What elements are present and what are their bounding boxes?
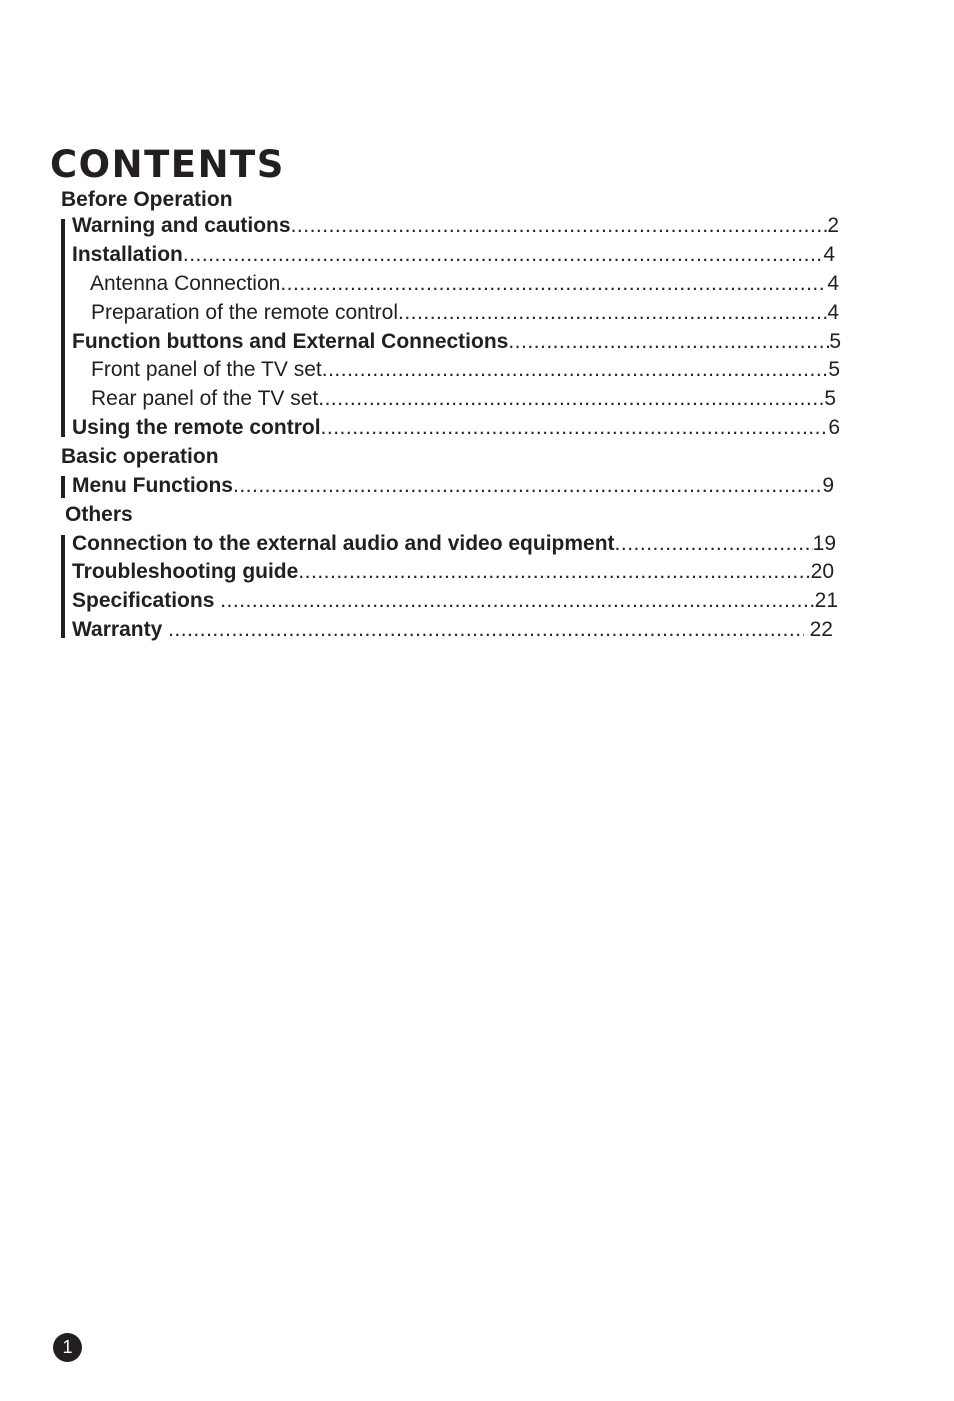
dot-leader xyxy=(220,587,814,615)
dot-leader xyxy=(280,270,827,298)
toc-entry-warranty[interactable] xyxy=(72,616,833,644)
toc-entry-page: 4 xyxy=(827,272,839,295)
dot-leader xyxy=(183,241,823,269)
toc-entry-label: Warning and cautions xyxy=(72,214,291,237)
dot-leader xyxy=(398,299,827,327)
dot-leader xyxy=(318,385,824,413)
toc-entry-label: Warranty xyxy=(72,618,169,641)
section-before-operation: Before Operation xyxy=(61,188,233,211)
section-others: Others xyxy=(65,503,133,526)
toc-entry-page: 4 xyxy=(827,301,839,324)
toc-entry-label: Front panel of the TV set xyxy=(91,358,322,381)
toc-entry-function-buttons[interactable] xyxy=(72,328,841,356)
toc-entry-antenna[interactable] xyxy=(90,270,839,298)
toc-entry-label: Antenna Connection xyxy=(90,272,281,295)
toc-entry-label: Function buttons and External Connections xyxy=(72,330,509,353)
toc-entry-label: Connection to the external audio and video equipment xyxy=(72,532,615,555)
section-bar-before-operation xyxy=(61,219,65,437)
toc-entry-rear-panel[interactable] xyxy=(91,385,836,413)
toc-entry-label: Rear panel of the TV set xyxy=(91,387,319,410)
toc-entry-page: 4 xyxy=(823,243,835,266)
toc-entry-specifications[interactable] xyxy=(72,587,838,615)
toc-entry-label: Menu Functions xyxy=(72,474,233,497)
toc-entry-label: Specifications xyxy=(72,589,221,612)
toc-entry-page: 19 xyxy=(812,532,836,555)
toc-entry-label: Preparation of the remote control xyxy=(91,301,399,324)
dot-leader xyxy=(508,328,829,356)
toc-entry-page: 20 xyxy=(810,560,834,583)
toc-entry-label: Using the remote control xyxy=(72,416,321,439)
toc-entry-page: 9 xyxy=(822,474,834,497)
page-number-badge: 1 xyxy=(53,1333,82,1362)
toc-entry-troubleshooting[interactable] xyxy=(72,558,834,586)
dot-leader xyxy=(321,414,829,442)
dot-leader xyxy=(615,530,813,558)
toc-entry-menu-functions[interactable] xyxy=(72,472,834,500)
toc-entry-remote-prep[interactable] xyxy=(91,299,839,327)
toc-entry-connection-external[interactable] xyxy=(72,530,836,558)
toc-entry-label: Installation xyxy=(72,243,183,266)
toc-entry-installation[interactable] xyxy=(72,241,835,269)
dot-leader xyxy=(168,616,804,644)
section-bar-others xyxy=(61,535,65,638)
dot-leader xyxy=(298,558,810,586)
toc-entry-label: Troubleshooting guide xyxy=(72,560,299,583)
section-bar-basic-operation xyxy=(61,476,65,498)
toc-entry-warning[interactable] xyxy=(72,212,839,240)
section-basic-operation: Basic operation xyxy=(61,445,219,468)
toc-entry-page: 6 xyxy=(828,416,840,439)
page-title: CONTENTS xyxy=(50,143,285,186)
dot-leader xyxy=(291,212,828,240)
toc-entry-page: 5 xyxy=(828,358,840,381)
toc-entry-page: 21 xyxy=(814,589,838,612)
toc-entry-using-remote[interactable] xyxy=(72,414,840,442)
toc-entry-page: 2 xyxy=(827,214,839,237)
toc-entry-page: 5 xyxy=(829,330,841,353)
toc-entry-page: 5 xyxy=(824,387,836,410)
dot-leader xyxy=(233,472,822,500)
toc-entry-page: 22 xyxy=(803,618,833,641)
dot-leader xyxy=(322,356,829,384)
toc-entry-front-panel[interactable] xyxy=(91,356,840,384)
